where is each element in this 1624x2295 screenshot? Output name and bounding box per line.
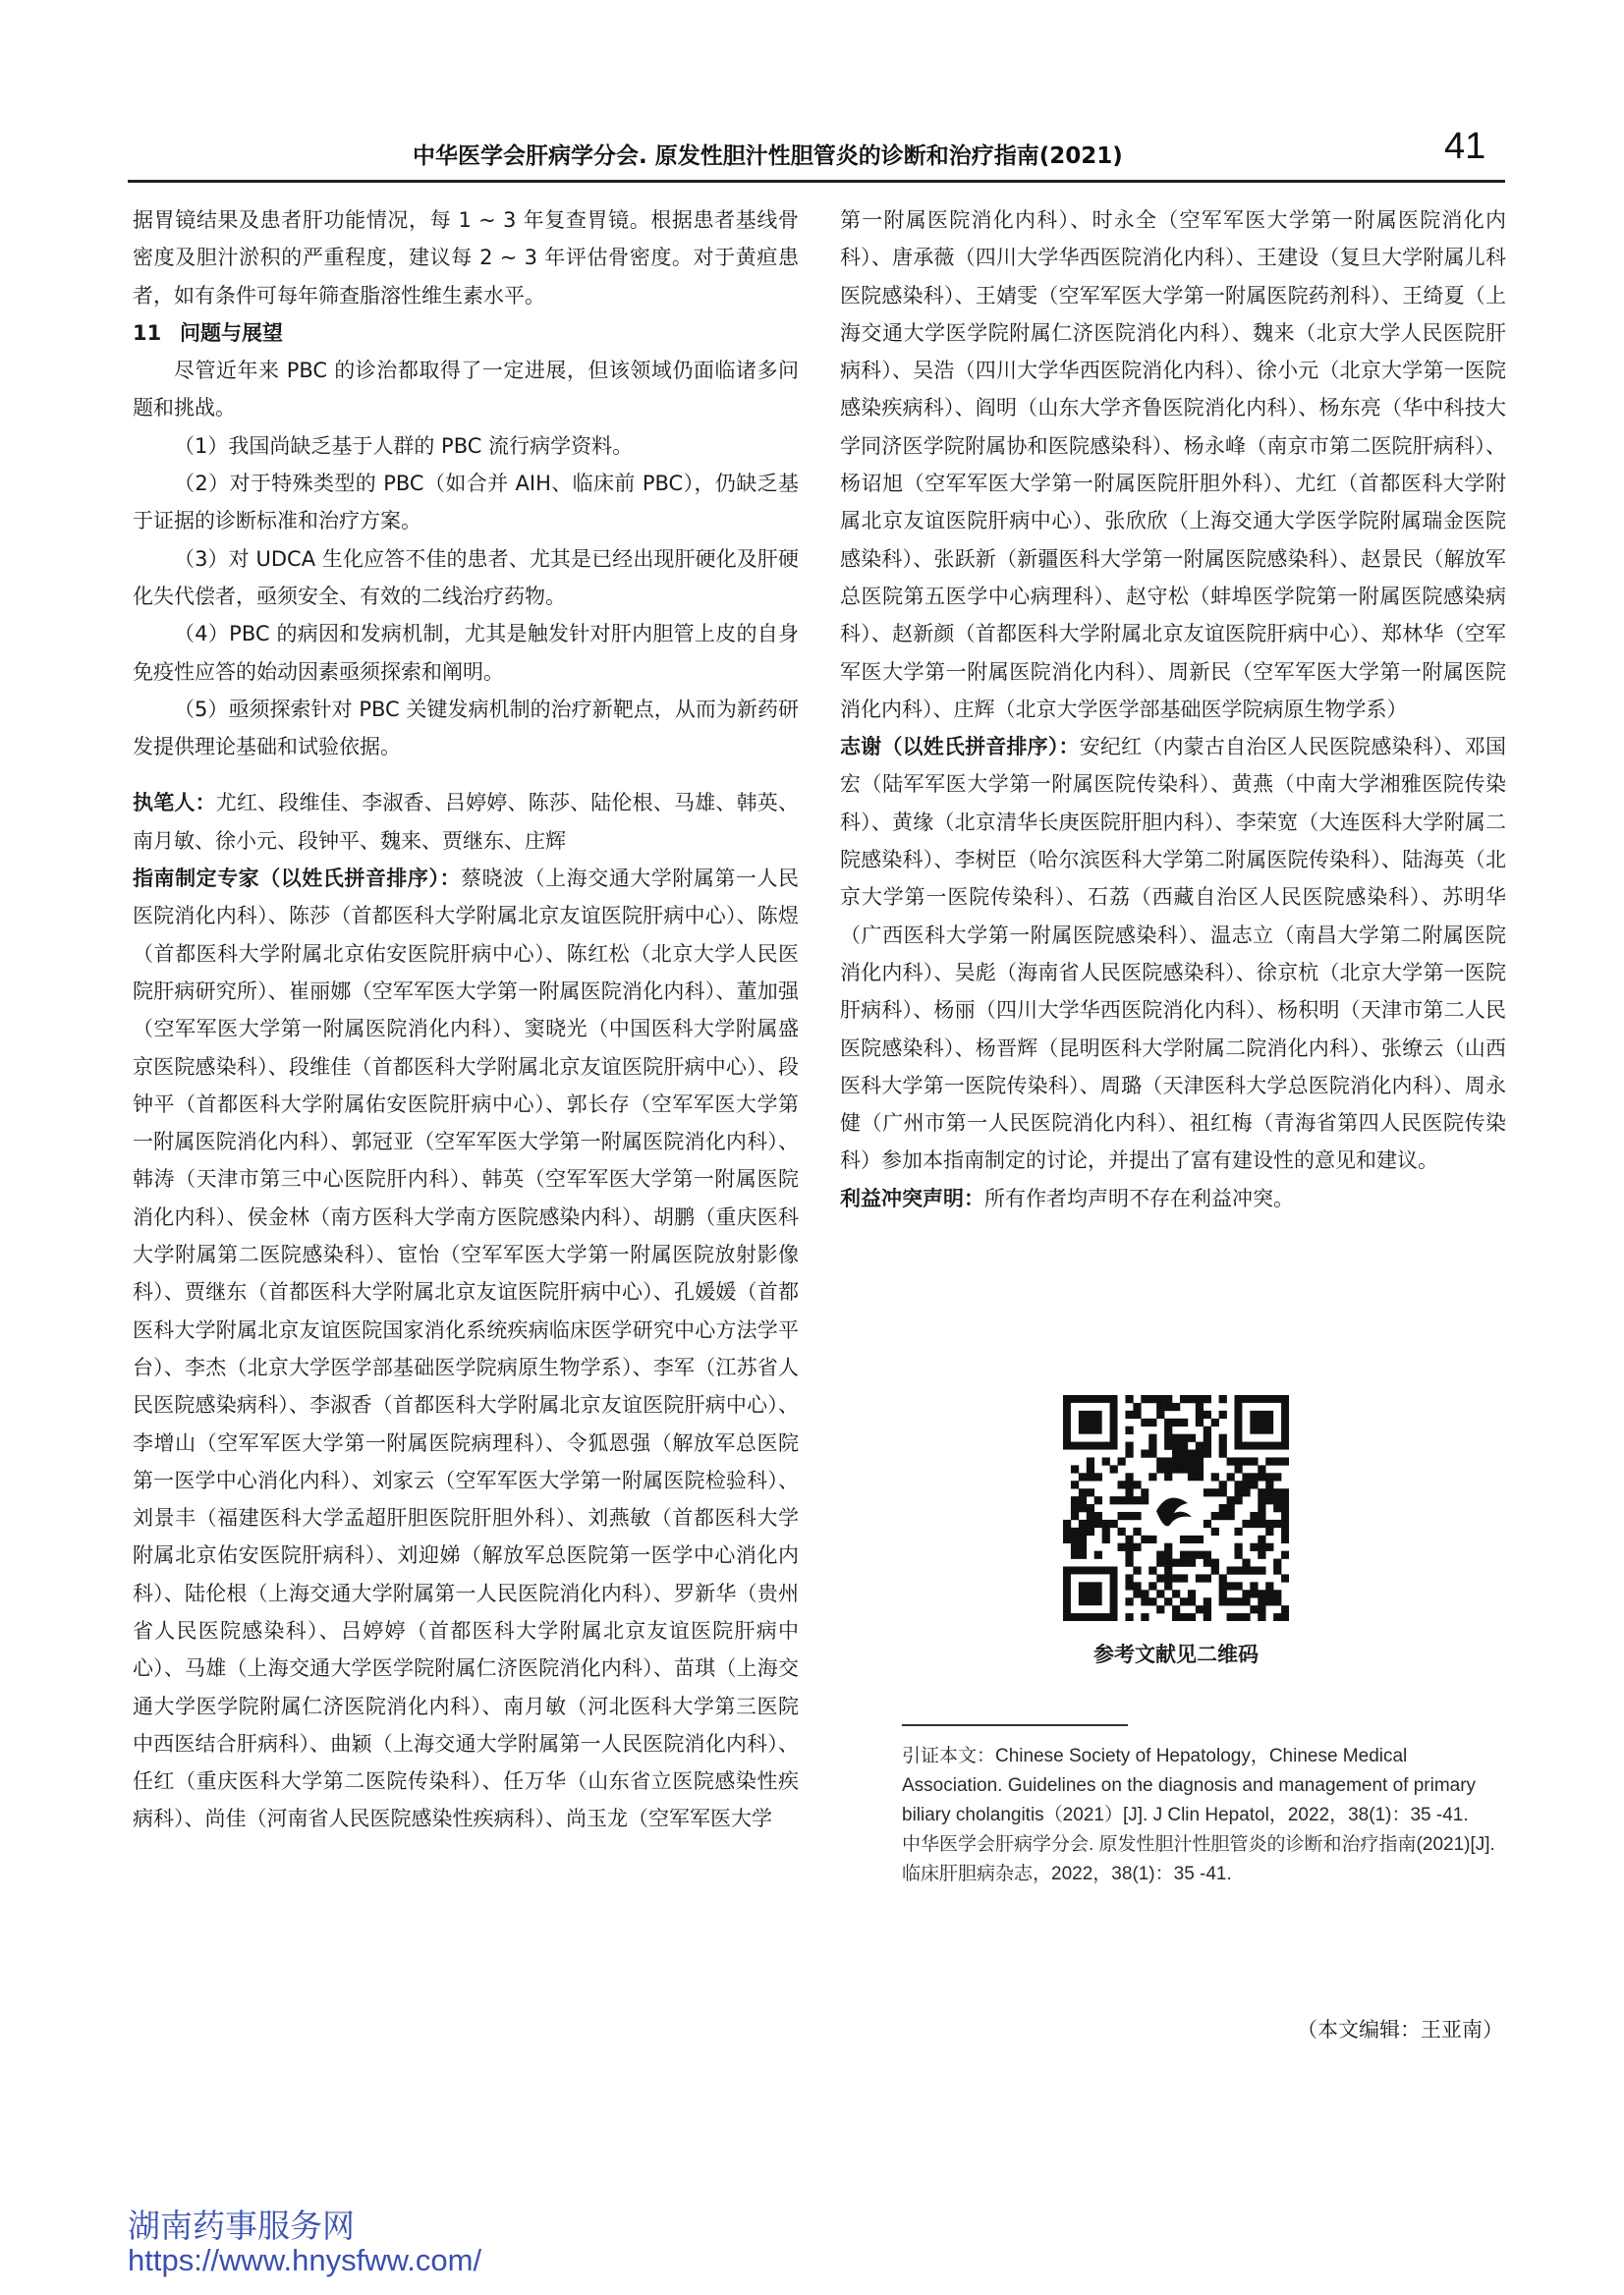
problem-item: （3）对 UDCA 生化应答不佳的患者、尤其是已经出现肝硬化及肝硬化失代偿者，亟须安全、有效的二线治疗药物。 [133,546,799,608]
editor-note: （本文编辑：王亚南） [1297,2018,1503,2042]
ack-label: 志谢（以姓氏拼音排序）： [840,735,1080,759]
citation-chinese: 中华医学会肝病学分会. 原发性胆汁性胆管炎的诊断和治疗指南(2021)[J]. 临床肝胆病杂志，2022，38(1)：35 -41. [902,1834,1495,1884]
citation-english: 引证本文：Chinese Society of Hepatology，Chinese Medical Association. Guidelines on the diagnosis and management of primary biliary cholangitis（2021）[J]. J Clin Hepatol，2022，38(1)：35 -41. [902,1746,1477,1825]
watermark-url[interactable]: https://www.hnysfww.com/ [128,2243,482,2277]
problem-item: （2）对于特殊类型的 PBC（如合并 AIH、临床前 PBC），仍缺乏基于证据的诊断标准和治疗方案。 [133,472,799,533]
section-title: 问题与展望 [180,320,283,345]
citation-rule [902,1724,1128,1726]
conflict-block [840,1180,1506,1217]
authors-text: 尤红、段维佳、李淑香、吕婷婷、陈莎、陆伦根、马雄、韩英、南月敏、徐小元、段钟平、魏来、贾继东、庄辉 [133,791,800,853]
conflict-label: 利益冲突声明： [840,1186,984,1210]
experts-block [133,860,799,1838]
page-number: 41 [1444,126,1486,167]
problem-item: （4）PBC 的病因和发病机制，尤其是触发针对肝内胆管上皮的自身免疫性应答的始动因素亟须探索和阐明。 [133,622,799,684]
conflict-text: 所有作者均声明不存在利益冲突。 [984,1186,1294,1210]
problem-item: （5）亟须探索针对 PBC 关键发病机制的治疗新靶点，从而为新药研发提供理论基础和试验依据。 [133,697,799,759]
experts-label: 指南制定专家（以姓氏拼音排序）： [133,867,462,891]
watermark-site-name: 湖南药事服务网 [128,2207,355,2245]
header-rule [128,180,1505,183]
acknowledgements-block [840,728,1506,1180]
experts-continued: 第一附属医院消化内科）、时永全（空军军医大学第一附属医院消化内科）、唐承薇（四川大学华西医院消化内科）、王建设（复旦大学附属儿科医院感染科）、王婧雯（空军军医大学第一附属医院药剂科）、王绮夏（上海交通大学医学院附属仁济医院消化内科）、魏来（北京大学人民医院肝病科）、吴浩（四川大学华西医院消化内科）、徐小元（北京大学第一医院感染疾病科）、阎明（山东大学齐鲁医院消化内科）、杨东亮（华中科技大学同济医学院附属协和医院感染科）、杨永峰（南京市第二医院肝病科）、杨诏旭（空军军医大学第一附属医院肝胆外科）、尤红（首都医科大学附属北京友谊医院肝病中心）、张欣欣（上海交通大学医学院附属瑞金医院感染科）、张跃新（新疆医科大学第一附属医院感染科）、赵景民（解放军总医院第五医学中心病理科）、赵守松（蚌埠医学院第一附属医院感染病科）、赵新颜（首都医科大学附属北京友谊医院肝病中心）、郑林华（空军军医大学第一附属医院消化内科）、周新民（空军军医大学第一附属医院消化内科）、庄辉（北京大学医学部基础医学院病原生物学系） [840,208,1506,721]
section-number: 11 [133,320,162,345]
right-column [840,201,1506,1217]
qr-caption: 参考文献见二维码 [1093,1643,1259,1666]
section-intro: 尽管近年来 PBC 的诊治都取得了一定进展，但该领域仍面临诸多问题和挑战。 [133,359,799,420]
qr-code-graphic [1063,1395,1289,1621]
running-header-title: 中华医学会肝病学分会. 原发性胆汁性胆管炎的诊断和治疗指南(2021) [413,143,1123,169]
citation-block [902,1742,1503,1889]
ack-text: 安纪红（内蒙古自治区人民医院感染科）、邓国宏（陆军军医大学第一附属医院传染科）、黄燕（中南大学湘雅医院传染科）、黄缘（北京清华长庚医院肝胆内科）、李荣宽（大连医科大学附属二院感染科）、李树臣（哈尔滨医科大学第二附属医院传染科）、陆海英（北京大学第一医院传染科）、石荔（西藏自治区人民医院感染科）、苏明华（广西医科大学第一附属医院感染科）、温志立（南昌大学第二附属医院消化内科）、吴彪（海南省人民医院感染科）、徐京杭（北京大学第一医院肝病科）、杨丽（四川大学华西医院消化内科）、杨积明（天津市第二人民医院感染科）、杨晋辉（昆明医科大学附属二院消化内科）、张缭云（山西医科大学第一医院传染科）、周璐（天津医科大学总医院消化内科）、周永健（广州市第一人民医院消化内科）、祖红梅（青海省第四人民医院传染科）参加本指南制定的讨论，并提出了富有建设性的意见和建议。 [840,735,1506,1173]
references-qr-code[interactable] [1063,1395,1289,1621]
authors-label: 执笔人： [133,791,216,815]
problem-item: （1）我国尚缺乏基于人群的 PBC 流行病学资料。 [174,433,634,458]
continued-paragraph: 据胃镜结果及患者肝功能情况，每 1 ~ 3 年复查胃镜。根据患者基线骨密度及胆汁淤积的严重程度，建议每 2 ~ 3 年评估骨密度。对于黄疸患者，如有条件可每年筛查脂溶性维生素水平。 [133,208,799,308]
left-column [133,201,799,1838]
authors-block [133,784,799,860]
experts-text: 蔡晓波（上海交通大学附属第一人民医院消化内科）、陈莎（首都医科大学附属北京友谊医院肝病中心）、陈煜（首都医科大学附属北京佑安医院肝病中心）、陈红松（北京大学人民医院肝病研究所）、崔丽娜（空军军医大学第一附属医院消化内科）、董加强（空军军医大学第一附属医院消化内科）、窦晓光（中国医科大学附属盛京医院感染科）、段维佳（首都医科大学附属北京友谊医院肝病中心）、段钟平（首都医科大学附属佑安医院肝病中心）、郭长存（空军军医大学第一附属医院消化内科）、郭冠亚（空军军医大学第一附属医院消化内科）、韩涛（天津市第三中心医院肝内科）、韩英（空军军医大学第一附属医院消化内科）、侯金林（南方医科大学南方医院感染内科）、胡鹏（重庆医科大学附属第二医院感染科）、宦怡（空军军医大学第一附属医院放射影像科）、贾继东（首都医科大学附属北京友谊医院肝病中心）、孔媛媛（首都医科大学附属北京友谊医院国家消化系统疾病临床医学研究中心方法学平台）、李杰（北京大学医学部基础医学院病原生物学系）、李军（江苏省人民医院感染病科）、李淑香（首都医科大学附属北京友谊医院肝病中心）、李增山（空军军医大学第一附属医院病理科）、令狐恩强（解放军总医院第一医学中心消化内科）、刘家云（空军军医大学第一附属医院检验科）、刘景丰（福建医科大学孟超肝胆医院肝胆外科）、刘燕敏（首都医科大学附属北京佑安医院肝病科）、刘迎娣（解放军总医院第一医学中心消化内科）、陆伦根（上海交通大学附属第一人民医院消化内科）、罗新华（贵州省人民医院感染科）、吕婷婷（首都医科大学附属北京友谊医院肝病中心）、马雄（上海交通大学医学院附属仁济医院消化内科）、苗琪（上海交通大学医学院附属仁济医院消化内科）、南月敏（河北医科大学第三医院中西医结合肝病科）、曲颖（上海交通大学附属第一人民医院消化内科）、任红（重庆医科大学第二医院传染科）、任万华（山东省立医院感染性疾病科）、尚佳（河南省人民医院感染性疾病科）、尚玉龙（空军军医大学 [133,867,799,1831]
section-heading [133,314,799,352]
